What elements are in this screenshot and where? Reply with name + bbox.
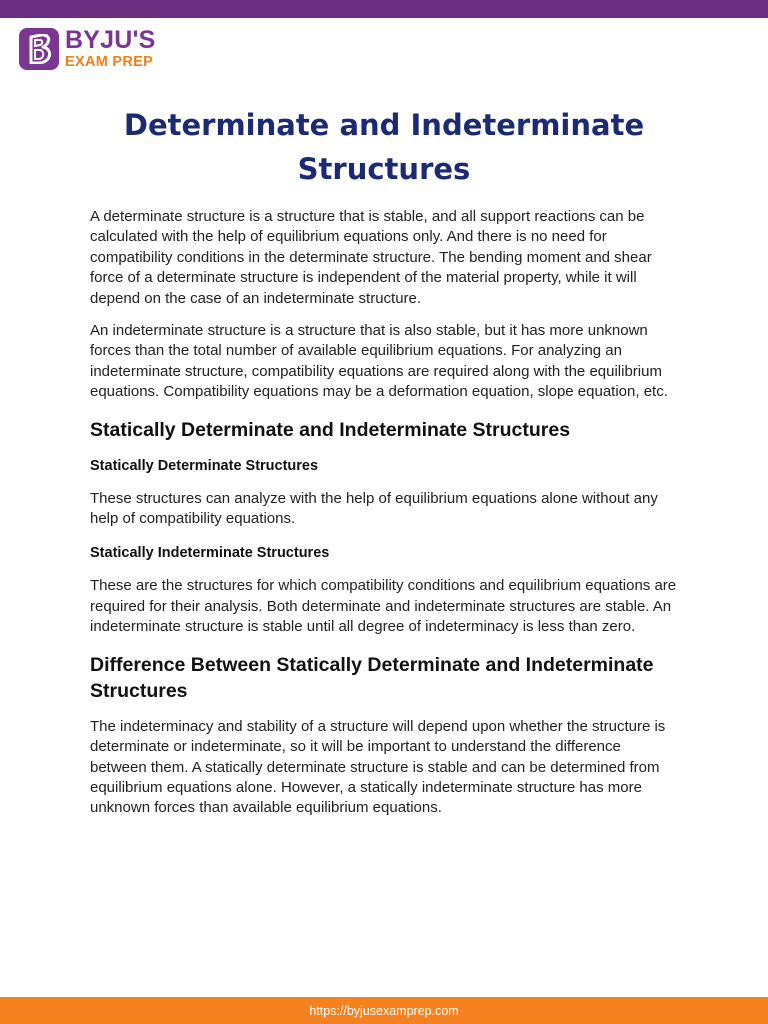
indeterminate-paragraph: These are the structures for which compatibility conditions and equilibrium equations are required for their analysis. Both determinate and indeterminate structures are stable. An indeterminate structure is stable until all degree of indeterminacy is less than zero. (90, 577, 677, 636)
intro-paragraph-1: A determinate structure is a structure that is stable, and all support reactions can be calculated with the help of equilibrium equations only. And there is no need for compatibility conditions in the determinate structure. The bending moment and shear force of a determinate structure is independent of the material property, while it will depend on the case of an indeterminate structure. (90, 208, 652, 307)
brand-sub: EXAM PREP (65, 54, 154, 71)
footer-bar (0, 997, 768, 1024)
document-body (90, 207, 680, 819)
intro-paragraph-2: An indeterminate structure is a structure that is also stable, but it has more unknown forces than the total number of available equilibrium equations. For analyzing an indeterminate structure, compatibility equations are required along with the equilibrium equations. Compatibility equations may be a deformation equation, slope equation, etc. (90, 322, 668, 401)
brand-logo[interactable] (19, 28, 156, 70)
section-heading-static: Statically Determinate and Indeterminate Structures (90, 418, 571, 441)
page-title: Determinate and Indeterminate Structures (123, 108, 645, 186)
determinate-paragraph: These structures can analyze with the help of equilibrium equations alone without any help of compatibility equations. (90, 489, 658, 528)
difference-paragraph: The indeterminacy and stability of a structure will depend upon whether the structure is determinate or indeterminate, so it will be important to understand the difference between them. A statically determinate structure is stable and can be determined from equilibrium equations alone. However, a statically indeterminate structure has more unknown forces than available equilibrium equations. (90, 717, 666, 817)
subheading-indeterminate: Statically Indeterminate Structures (90, 545, 330, 562)
byjus-b-logo-icon (19, 28, 59, 70)
subheading-determinate: Statically Determinate Structures (90, 457, 319, 474)
section-heading-difference: Difference Between Statically Determinate and Indeterminate Structures (90, 653, 654, 702)
top-bar (0, 0, 768, 18)
brand-name: BYJU'S (65, 26, 156, 55)
footer-url-link[interactable]: https://byjusexamprep.com (309, 1003, 459, 1018)
